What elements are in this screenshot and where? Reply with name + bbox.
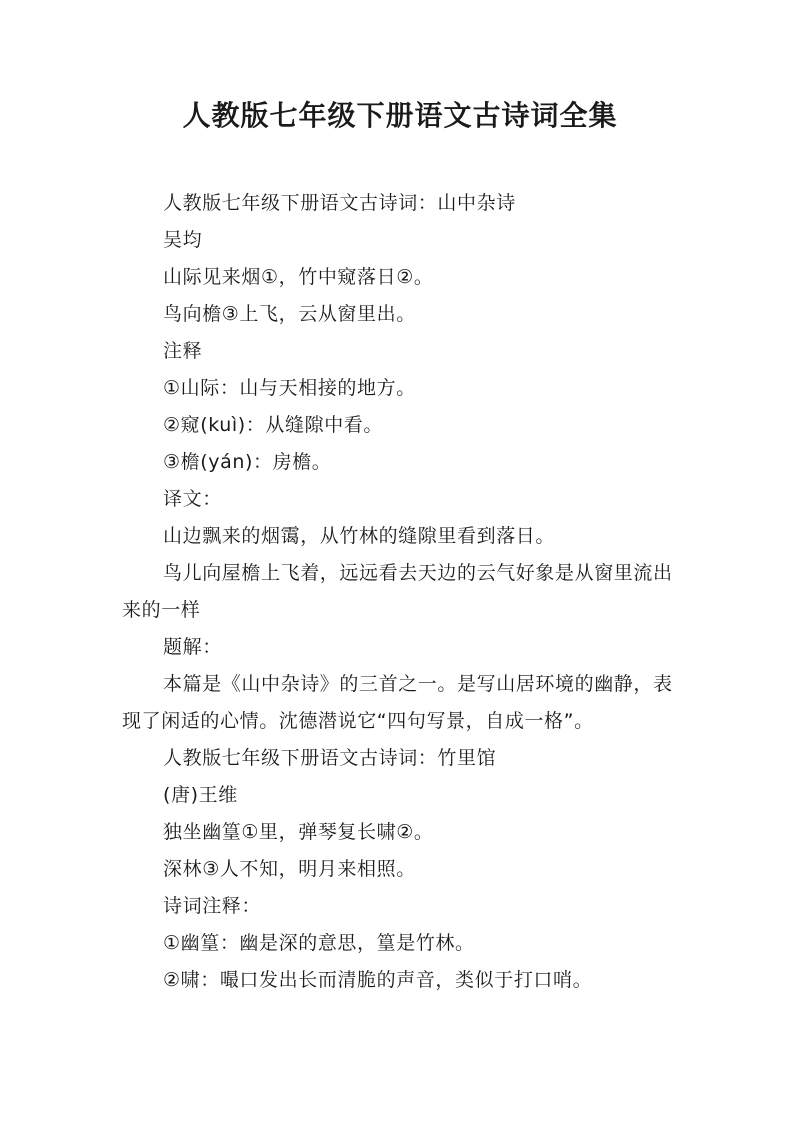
notes-heading: 诗词注释： — [163, 895, 262, 917]
notes-heading: 注释 — [163, 340, 203, 362]
poem-author: 吴均 — [163, 229, 203, 251]
section-heading-shanzhong: 人教版七年级下册语文古诗词：山中杂诗 — [163, 192, 516, 214]
document-body — [122, 185, 682, 999]
document-title: 人教版七年级下册语文古诗词全集 — [182, 99, 618, 132]
poem-author: (唐)王维 — [163, 784, 238, 806]
poem-line: 独坐幽篁①里，弹琴复长啸②。 — [163, 821, 434, 843]
poem-line: 鸟向檐③上飞，云从窗里出。 — [163, 303, 416, 325]
section-heading-zhuliguan: 人教版七年级下册语文古诗词：竹里馆 — [163, 747, 497, 769]
note-item: ①山际：山与天相接的地方。 — [163, 377, 416, 399]
poem-line: 山际见来烟①，竹中窥落日②。 — [163, 266, 434, 288]
explanation-paragraph: 本篇是《山中杂诗》的三首之一。是写山居环境的幽静，表现了闲适的心情。沈德潜说它“四句写景，自成一格”。 — [122, 673, 673, 732]
translation-line: 山边飘来的烟霭，从竹林的缝隙里看到落日。 — [163, 525, 556, 547]
translation-line: 鸟儿向屋檐上飞着，远远看去天边的云气好象是从窗里流出来的一样 — [122, 562, 673, 621]
note-item: ②窥(kuì)：从缝隙中看。 — [163, 414, 383, 436]
note-item: ③檐(yán)：房檐。 — [163, 451, 332, 473]
poem-line: 深林③人不知，明月来相照。 — [163, 858, 416, 880]
note-item: ②啸：嘬口发出长而清脆的声音，类似于打口哨。 — [163, 969, 593, 991]
translation-heading: 译文： — [163, 488, 222, 510]
note-item: ①幽篁：幽是深的意思，篁是竹林。 — [163, 932, 475, 954]
explanation-heading: 题解： — [163, 636, 222, 658]
